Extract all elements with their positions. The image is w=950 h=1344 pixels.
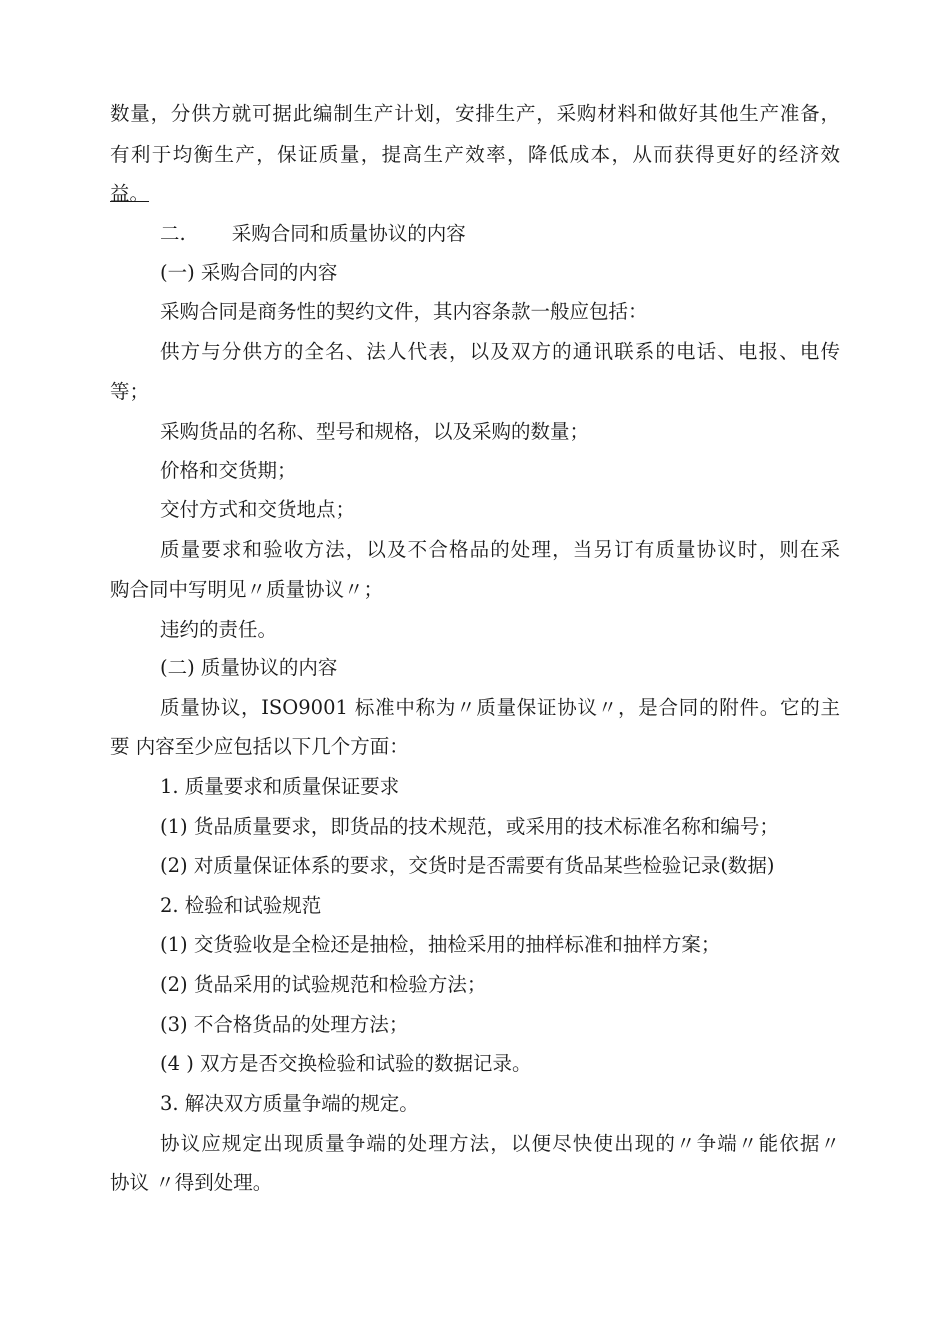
list-item: (2) 货品采用的试验规范和检验方法；	[160, 973, 487, 996]
list-heading: 3. 解决双方质量争端的规定。	[160, 1092, 419, 1115]
subsection-heading: (二) 质量协议的内容	[160, 656, 338, 679]
paragraph-line: 违约的责任。	[160, 618, 278, 641]
paragraph-line: 协议 〃得到处理。	[110, 1171, 273, 1194]
section-title: 采购合同和质量协议的内容	[231, 222, 466, 245]
paragraph-line: 有利于均衡生产，保证质量，提高生产效率，降低成本，从而获得更好的经济效	[110, 143, 840, 166]
list-item: (4 ) 双方是否交换检验和试验的数据记录。	[160, 1052, 532, 1075]
paragraph-line: 采购合同是商务性的契约文件，其内容条款一般应包括：	[160, 300, 648, 323]
section-heading	[160, 221, 466, 247]
subsection-heading: (一) 采购合同的内容	[160, 261, 338, 284]
list-item: (1) 交货验收是全检还是抽检，抽检采用的抽样标准和抽样方案；	[160, 933, 721, 956]
paragraph-line: 供方与分供方的全名、法人代表，以及双方的通讯联系的电话、电报、电传	[160, 340, 840, 363]
paragraph-line: 数量，分供方就可据此编制生产计划，安排生产，采购材料和做好其他生产准备，	[110, 102, 840, 125]
list-item: (3) 不合格货品的处理方法；	[160, 1013, 409, 1036]
paragraph-line: 采购货品的名称、型号和规格，以及采购的数量；	[160, 420, 590, 443]
paragraph-line: 质量要求和验收方法，以及不合格品的处理，当另订有质量协议时，则在采	[160, 538, 840, 561]
list-heading: 1. 质量要求和质量保证要求	[160, 775, 400, 798]
paragraph-line: 交付方式和交货地点；	[160, 498, 356, 521]
paragraph-line: 购合同中写明见〃质量协议〃；	[110, 578, 384, 601]
paragraph-line: 益。	[110, 182, 150, 205]
paragraph-line: 要 内容至少应包括以下几个方面：	[110, 735, 409, 758]
paragraph-line: 等；	[110, 380, 150, 403]
list-item: (2) 对质量保证体系的要求，交货时是否需要有货品某些检验记录(数据)	[160, 854, 775, 877]
paragraph-line: 价格和交货期；	[160, 459, 297, 482]
paragraph-line: 质量协议，ISO9001 标准中称为〃质量保证协议〃，是合同的附件。它的主	[160, 696, 840, 719]
section-number: 二.	[160, 222, 186, 245]
list-heading: 2. 检验和试验规范	[160, 894, 322, 917]
list-item: (1) 货品质量要求，即货品的技术规范，或采用的技术标准名称和编号；	[160, 815, 779, 838]
paragraph-line: 协议应规定出现质量争端的处理方法，以便尽快使出现的〃争端〃能依据〃	[160, 1132, 840, 1155]
